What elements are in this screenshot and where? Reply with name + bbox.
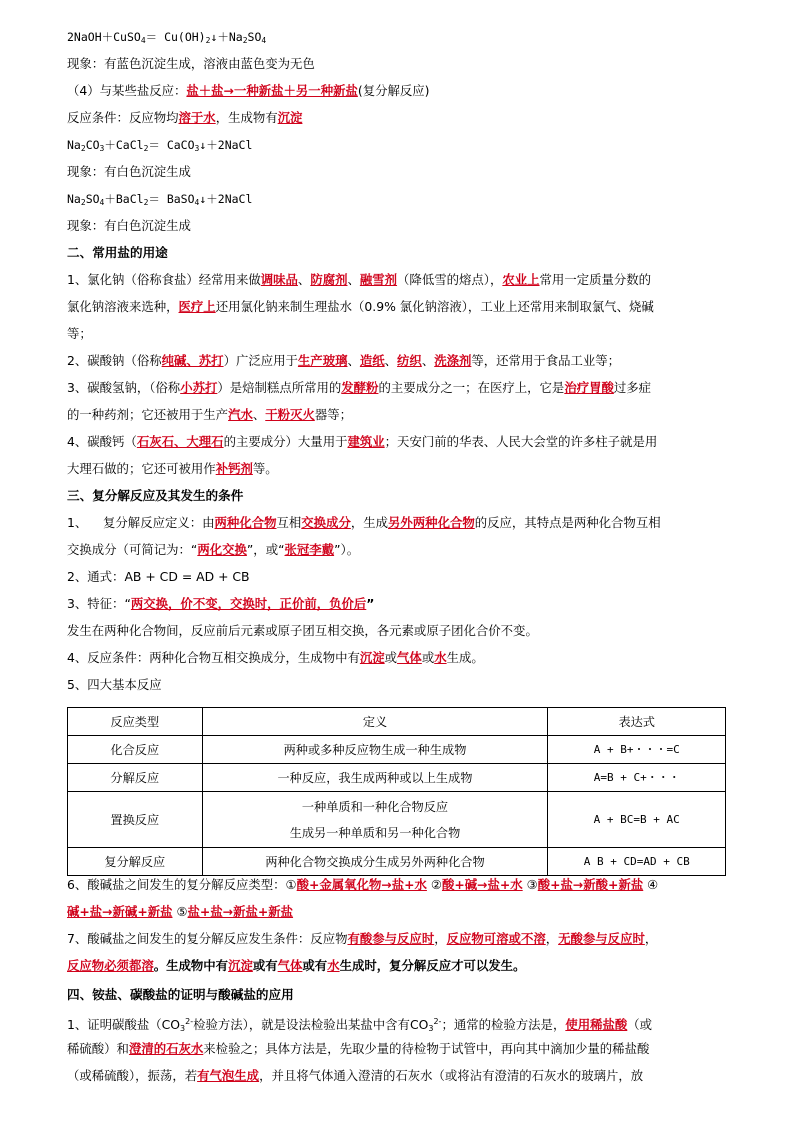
table-cell-type: 化合反应 bbox=[68, 736, 203, 764]
table-header-cell: 反应类型 bbox=[68, 708, 203, 736]
table-cell-definition: 两种或多种反应物生成一种生成物 bbox=[202, 736, 548, 764]
section-heading-3: 三、复分解反应及其发生的条件 bbox=[67, 488, 244, 503]
definition-line-1: 1、 复分解反应定义：由两种化合物互相交换成分，生成另外两种化合物的反应，其特点是两种化合物互相 bbox=[67, 515, 661, 530]
definition-line: 一种单质和一种化合物反应 bbox=[301, 799, 449, 814]
observation-1: 现象：有蓝色沉淀生成，溶液由蓝色变为无色 bbox=[67, 56, 315, 71]
table-header-row bbox=[68, 708, 726, 736]
calcium-carbonate-line-2: 大理石做的；它还可被用作补钙剂等。 bbox=[67, 461, 278, 476]
carbonate-test-line-1: 1、证明碳酸盐（$CO_3^{2-}$检验方法），就是设法检验出某盐中含有$CO_3^{2-}$；通常的检验方法是，使用稀盐酸（或 bbox=[67, 1017, 653, 1033]
table-row bbox=[68, 764, 726, 792]
reaction-condition: 反应条件：反应物均溶于水，生成物有沉淀 bbox=[67, 110, 303, 125]
basic-reactions-table bbox=[67, 707, 726, 876]
table-cell-type: 置换反应 bbox=[68, 792, 203, 848]
equation-naoh-cuso4: 2NaOH＋CuSO$_4$＝ $Cu(OH)_2↓+Na_2SO_4$ bbox=[67, 30, 267, 45]
section-heading-4: 四、铵盐、碳酸盐的证明与酸碱盐的应用 bbox=[67, 987, 294, 1002]
four-basic-reactions-title: 5、四大基本反应 bbox=[67, 677, 162, 692]
equation-na2so4-bacl2: $Na_2SO_4+BaCl_2=$ BaSO$_4$↓＋2NaCl bbox=[67, 192, 253, 207]
table-row bbox=[68, 848, 726, 876]
characteristics-explanation: 发生在两种化合物间，反应前后元素或原子团互相交换，各元素或原子团化合价不变。 bbox=[67, 623, 538, 638]
carbonate-test-line-2: 稀硫酸）和澄清的石灰水来检验之；具体方法是，先取少量的待检物于试管中，再向其中滴加少量的稀盐酸 bbox=[67, 1041, 650, 1056]
sodium-chloride-line-1: 1、氯化钠（俗称食盐）经常用来做调味品、防腐剂、融雪剂（降低雪的熔点），农业上常用一定质量分数的 bbox=[67, 272, 652, 287]
acid-base-salt-types-line-2: 碱+盐→新碱+新盐 ⑤盐+盐→新盐+新盐 bbox=[67, 904, 294, 919]
table-row bbox=[68, 792, 726, 848]
table-cell-definition: 一种反应，我生成两种或以上生成物 bbox=[202, 764, 548, 792]
item-4-salt-reaction: （4）与某些盐反应：盐＋盐→一种新盐＋另一种新盐(复分解反应) bbox=[67, 83, 430, 98]
sodium-chloride-line-2: 氯化钠溶液来选种，医疗上还用氯化钠来制生理盐水（0.9% 氯化钠溶液），工业上还常用来制取氯气、烧碱 bbox=[67, 299, 654, 314]
observation-2: 现象：有白色沉淀生成 bbox=[67, 164, 191, 179]
acid-base-salt-conditions-line-1: 7、酸碱盐之间发生的复分解反应发生条件：反应物有酸参与反应时，反应物可溶或不溶，无酸参与反应时， bbox=[67, 931, 658, 946]
table-header-cell: 表达式 bbox=[548, 708, 726, 736]
table-cell-expression: A B + CD=AD + CB bbox=[548, 848, 726, 876]
table-cell-definition bbox=[202, 792, 548, 848]
section-heading-2: 二、常用盐的用途 bbox=[67, 245, 168, 260]
table-cell-type: 复分解反应 bbox=[68, 848, 203, 876]
carbonate-test-line-3: （或稀硫酸），振荡，若有气泡生成，并且将气体通入澄清的石灰水（或将沾有澄清的石灰水的玻璃片，放 bbox=[67, 1068, 644, 1083]
table-header-cell: 定义 bbox=[202, 708, 548, 736]
definition-line: 生成另一种单质和另一种化合物 bbox=[289, 825, 461, 840]
acid-base-salt-types-line-1: 6、酸碱盐之间发生的复分解反应类型：①酸+金属氧化物→盐+水 ②酸+碱→盐+水 ③酸+盐→新酸+新盐 ④ bbox=[67, 877, 659, 892]
general-formula: 2、通式：AB + CD = AD + CB bbox=[67, 569, 250, 584]
table-cell-type: 分解反应 bbox=[68, 764, 203, 792]
sodium-carbonate-line: 2、碳酸钠（俗称纯碱、苏打）广泛应用于生产玻璃、造纸、纺织、洗涤剂等，还常用于食品工业等； bbox=[67, 353, 621, 368]
table-row bbox=[68, 736, 726, 764]
table-cell-definition: 两种化合物交换成分生成另外两种化合物 bbox=[202, 848, 548, 876]
sodium-bicarbonate-line-2: 的一种药剂；它还被用于生产汽水、干粉灭火器等； bbox=[67, 407, 352, 422]
characteristics: 3、特征：“两交换，价不变，交换时，正价前，负价后” bbox=[67, 596, 375, 611]
observation-3: 现象：有白色沉淀生成 bbox=[67, 218, 191, 233]
acid-base-salt-conditions-line-2: 反应物必须都溶。生成物中有沉淀或有气体或有水生成时，复分解反应才可以发生。 bbox=[67, 958, 526, 973]
table-cell-expression: A=B + C+・・・ bbox=[548, 764, 726, 792]
table-cell-expression: A + BC=B + AC bbox=[548, 792, 726, 848]
equation-na2co3-cacl2: $Na_2CO_3+CaCl_2=$ CaCO$_3$↓＋2NaCl bbox=[67, 138, 253, 153]
table-cell-expression: A + B+・・・=C bbox=[548, 736, 726, 764]
sodium-chloride-line-3: 等； bbox=[67, 326, 92, 341]
calcium-carbonate-line-1: 4、碳酸钙（石灰石、大理石的主要成分）大量用于建筑业；天安门前的华表、人民大会堂的许多柱子就是用 bbox=[67, 434, 658, 449]
reaction-conditions: 4、反应条件：两种化合物互相交换成分，生成物中有沉淀或气体或水生成。 bbox=[67, 650, 484, 665]
sodium-bicarbonate-line-1: 3、碳酸氢钠，（俗称小苏打）是焙制糕点所常用的发酵粉的主要成分之一；在医疗上，它是治疗胃酸过多症 bbox=[67, 380, 652, 395]
definition-line-2: 交换成分（可简记为：“两化交换”，或“张冠李戴”）。 bbox=[67, 542, 360, 557]
